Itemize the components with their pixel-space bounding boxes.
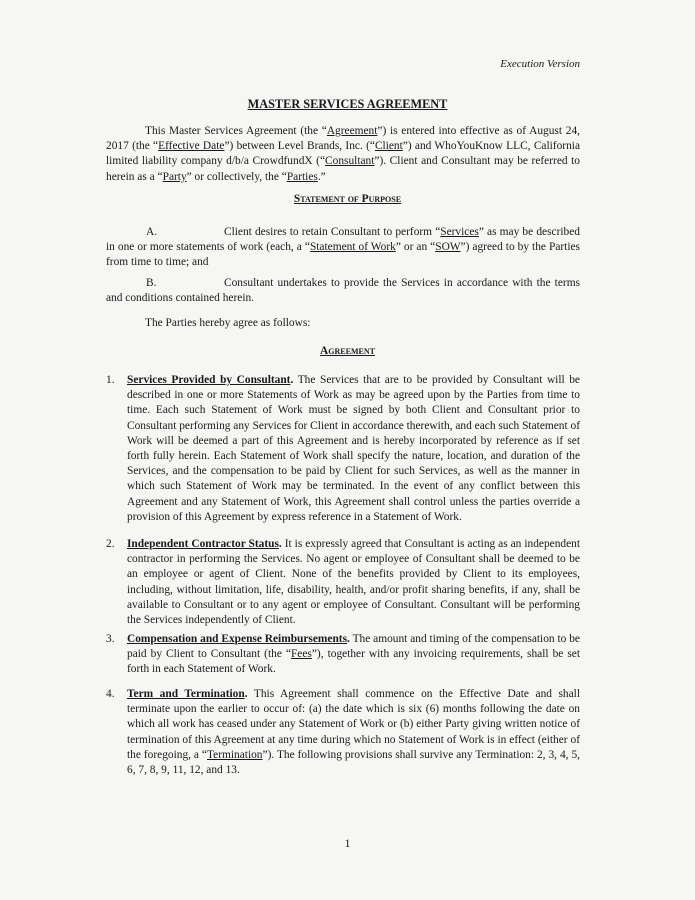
section-number: 4. <box>106 688 115 700</box>
section-number: 3. <box>106 633 115 645</box>
section-number: 2. <box>106 538 115 550</box>
section-number: 1. <box>106 374 115 386</box>
execution-version-label: Execution Version <box>500 58 580 70</box>
defined-term: Services <box>440 226 479 238</box>
section-heading: Term and Termination <box>127 688 245 700</box>
defined-term: Consultant <box>325 155 375 168</box>
agree-line: The Parties hereby agree as follows: <box>145 317 311 329</box>
section-heading: Independent Contractor Status <box>127 538 279 550</box>
document-title: MASTER SERVICES AGREEMENT <box>247 97 448 111</box>
page-number: 1 <box>344 836 351 850</box>
defined-term: SOW <box>435 241 461 254</box>
defined-term: Effective Date <box>158 140 225 153</box>
defined-term: Agreement <box>326 125 378 137</box>
recital-b: B. Consultant undertakes to provide the Services in accordance with the terms and conditions contained herein. <box>106 277 580 305</box>
recital-label: A. <box>146 226 158 238</box>
section-4: 4. Term and Termination. This Agreement shall commence on the Effective Date and shall terminate upon the earlier to occur of: (a) the date which is six (6) months following the date on which all work has ceased under any Statement of Work or (b) either Party giving written notice of termination of this Agreement at any time during which no Statement of Work is in effect (either of the foregoing, a “Termination”). The following provisions shall survive any Termination: 2, 3, 4, 5, 6, 7, 8, 9, 11, 12, and 13. <box>106 688 580 777</box>
defined-term: Party <box>162 170 187 183</box>
defined-term: Statement of Work <box>309 241 396 254</box>
section-heading: Services Provided by Consultant <box>127 374 291 386</box>
section-2: 2. Independent Contractor Status. It is expressly agreed that Consultant is acting as an independent contractor in performing the Services. No agent or employee of Consultant shall be deemed to be an employee or agent of Client. None of the benefits provided by Client to its employees, including, without limitation, life, disability, health, and/or profit sharing benefits, if any, shall be available to Consultant or to any agent or employee of Consultant. Consultant will be performing the Services independently of Client. <box>106 538 580 627</box>
intro-paragraph: This Master Services Agreement (the “Agreement”) is entered into effective as of August 24, 2017 (the “Effective Date”) between Level Brands, Inc. (“Client”) and WhoYouKnow LLC, California limited liability company d/b/a CrowdfundX (“Consultant”). Client and Consultant may be referred to herein as a “Party” or collectively, the “Parties.” <box>106 125 580 183</box>
recital-label: B. <box>146 277 157 289</box>
defined-term: Client <box>374 140 403 153</box>
agreement-heading: Agreement <box>320 345 375 357</box>
defined-term: Fees <box>290 648 312 661</box>
defined-term: Termination <box>207 748 263 761</box>
statement-of-purpose-heading: Statement of Purpose <box>293 193 402 205</box>
defined-term: Parties <box>286 170 318 183</box>
section-heading: Compensation and Expense Reimbursements <box>127 633 348 645</box>
recital-a: A. Client desires to retain Consultant to perform “Services” as may be described in one or more statements of work (each, a “Statement of Work” or an “SOW”) agreed to by the Parties from time to time; and <box>106 226 580 269</box>
section-1: 1. Services Provided by Consultant. The Services that are to be provided by Consultant will be described in one or more Statements of Work as may be agreed upon by the Parties from time to time. Each such Statement of Work must be signed by both Client and Consultant prior to Consultant performing any Services for Client in accordance therewith, and each such Statement of Work will be deemed a part of this Agreement and is hereby incorporated by reference as if set forth fully herein. Each Statement of Work shall specify the nature, location, and duration of the Services, and the compensation to be paid by Client for such Services, as well as the manner in which such Statement of Work may be terminated. In the event of any conflict between this Agreement and any Statement of Work, this Agreement shall control unless the parties override a provision of this Agreement by express reference in a Statement of Work. <box>106 374 580 523</box>
section-3: 3. Compensation and Expense Reimbursements. The amount and timing of the compensation to be paid by Client to Consultant (the “Fees”), together with any invoicing requirements, shall be set forth in each Statement of Work. <box>106 633 580 676</box>
